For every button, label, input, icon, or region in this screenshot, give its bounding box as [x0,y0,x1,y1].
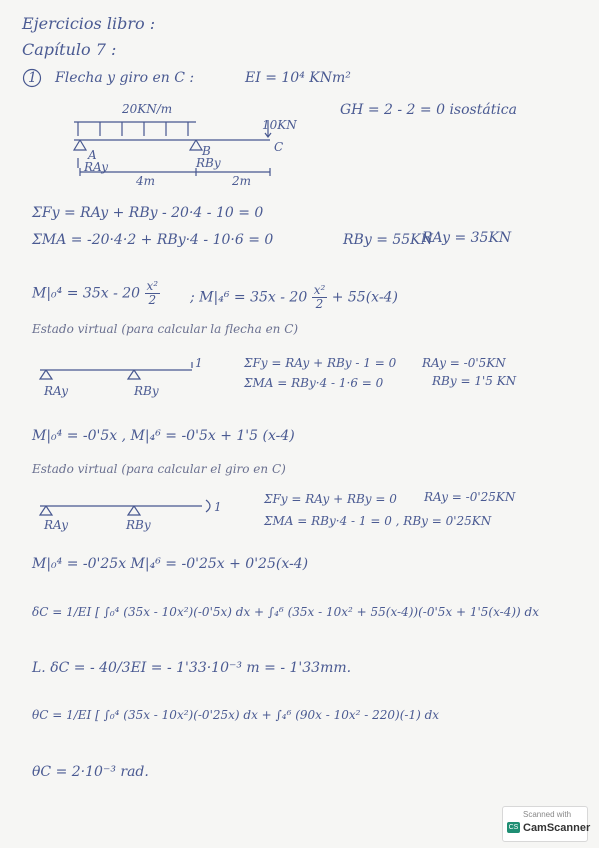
chapter-heading: Capítulo 7 : [22,40,117,59]
span-ab-label: 4m [136,174,156,188]
point-load-label: 10KN [262,118,297,132]
virtual-2-moment: 1 [214,500,222,514]
virtual-2-ray: RAy = -0'25KN [424,490,516,504]
virtual-2-ray-label: RAy [44,518,68,532]
document-title: Ejercicios libro : [22,14,156,33]
virtual-1-moment-laws: M|₀⁴ = -0'5x , M|₄⁶ = -0'5x + 1'5 (x-4) [32,428,295,444]
point-a-label: A [88,148,97,162]
rotation-integral: θC = 1/EI [ ∫₀⁴ (35x - 10x²)(-0'25x) dx + ∫₄⁶ (90x - 10x² - 220)(-1) dx [32,708,440,722]
scanner-line1: Scanned with [523,810,572,819]
ei-value: EI = 10⁴ KNm² [245,70,351,86]
virtual-1-load: 1 [195,356,203,370]
problem-number: 1 [28,70,37,86]
virtual-1-eq-ma: ΣMA = RBy·4 - 1·6 = 0 [244,376,384,390]
deflection-integral: δC = 1/EI [ ∫₀⁴ (35x - 10x²)(-0'5x) dx + ∫₄⁶ (35x - 10x² + 55(x-4))(-0'5x + 1'5(x-4)) dx [32,605,539,619]
equilibrium-fy: ΣFy = RAy + RBy - 20·4 - 10 = 0 [32,205,264,221]
reaction-b-label: RBy [196,156,221,170]
virtual-2-moment-laws: M|₀⁴ = -0'25x M|₄⁶ = -0'25x + 0'25(x-4) [32,556,309,572]
camscanner-icon: CS [508,824,519,831]
hyperstatic-degree: GH = 2 - 2 = 0 isostática [340,102,517,118]
equilibrium-ma: ΣMA = -20·4·2 + RBy·4 - 10·6 = 0 [32,232,274,248]
distributed-load-arrows [78,122,188,136]
virtual-1-rby-label: RBy [134,384,159,398]
virtual-2-eq-ma: ΣMA = RBy·4 - 1 = 0 , RBy = 0'25KN [264,514,492,528]
deflection-result: L. δC = - 40/3EI = - 1'33·10⁻³ m = - 1'33mm. [32,660,352,676]
virtual-2-eq-fy: ΣFy = RAy + RBy = 0 [264,492,397,506]
distributed-load-label: 20KN/m [122,102,173,116]
scanner-watermark [502,806,591,842]
virtual-state-2-title: Estado virtual (para calcular el giro en C) [32,462,286,476]
virtual-1-ray-label: RAy [44,384,68,398]
problem-statement: Flecha y giro en C : [55,70,195,86]
virtual-1-rby: RBy = 1'5 KN [432,374,517,388]
reaction-b-value: RBy = 55KN [343,232,433,248]
virtual-1-ray: RAy = -0'5KN [422,356,506,370]
rotation-result: θC = 2·10⁻³ rad. [32,764,149,780]
virtual-2-rby-label: RBy [126,518,151,532]
moment-law-bc: ; M|₄⁶ = 35x - 20 $\frac{\text{x²}}{2}$ + 55(x-4) [190,283,398,311]
scanner-line2: CamScanner [523,822,591,834]
span-bc-label: 2m [232,174,252,188]
virtual-state-1-title: Estado virtual (para calcular la flecha en C) [32,322,299,336]
reaction-a-value: RAy = 35KN [422,230,512,246]
reaction-a-label: RAy [84,160,108,174]
virtual-1-eq-fy: ΣFy = RAy + RBy - 1 = 0 [244,356,397,370]
beam-diagram-real [60,100,300,190]
moment-law-ab: M|₀⁴ = 35x - 20 $\frac{\text{x²}}{2}$ [32,279,159,307]
point-c-label: C [274,140,284,154]
point-b-label: B [202,144,211,158]
